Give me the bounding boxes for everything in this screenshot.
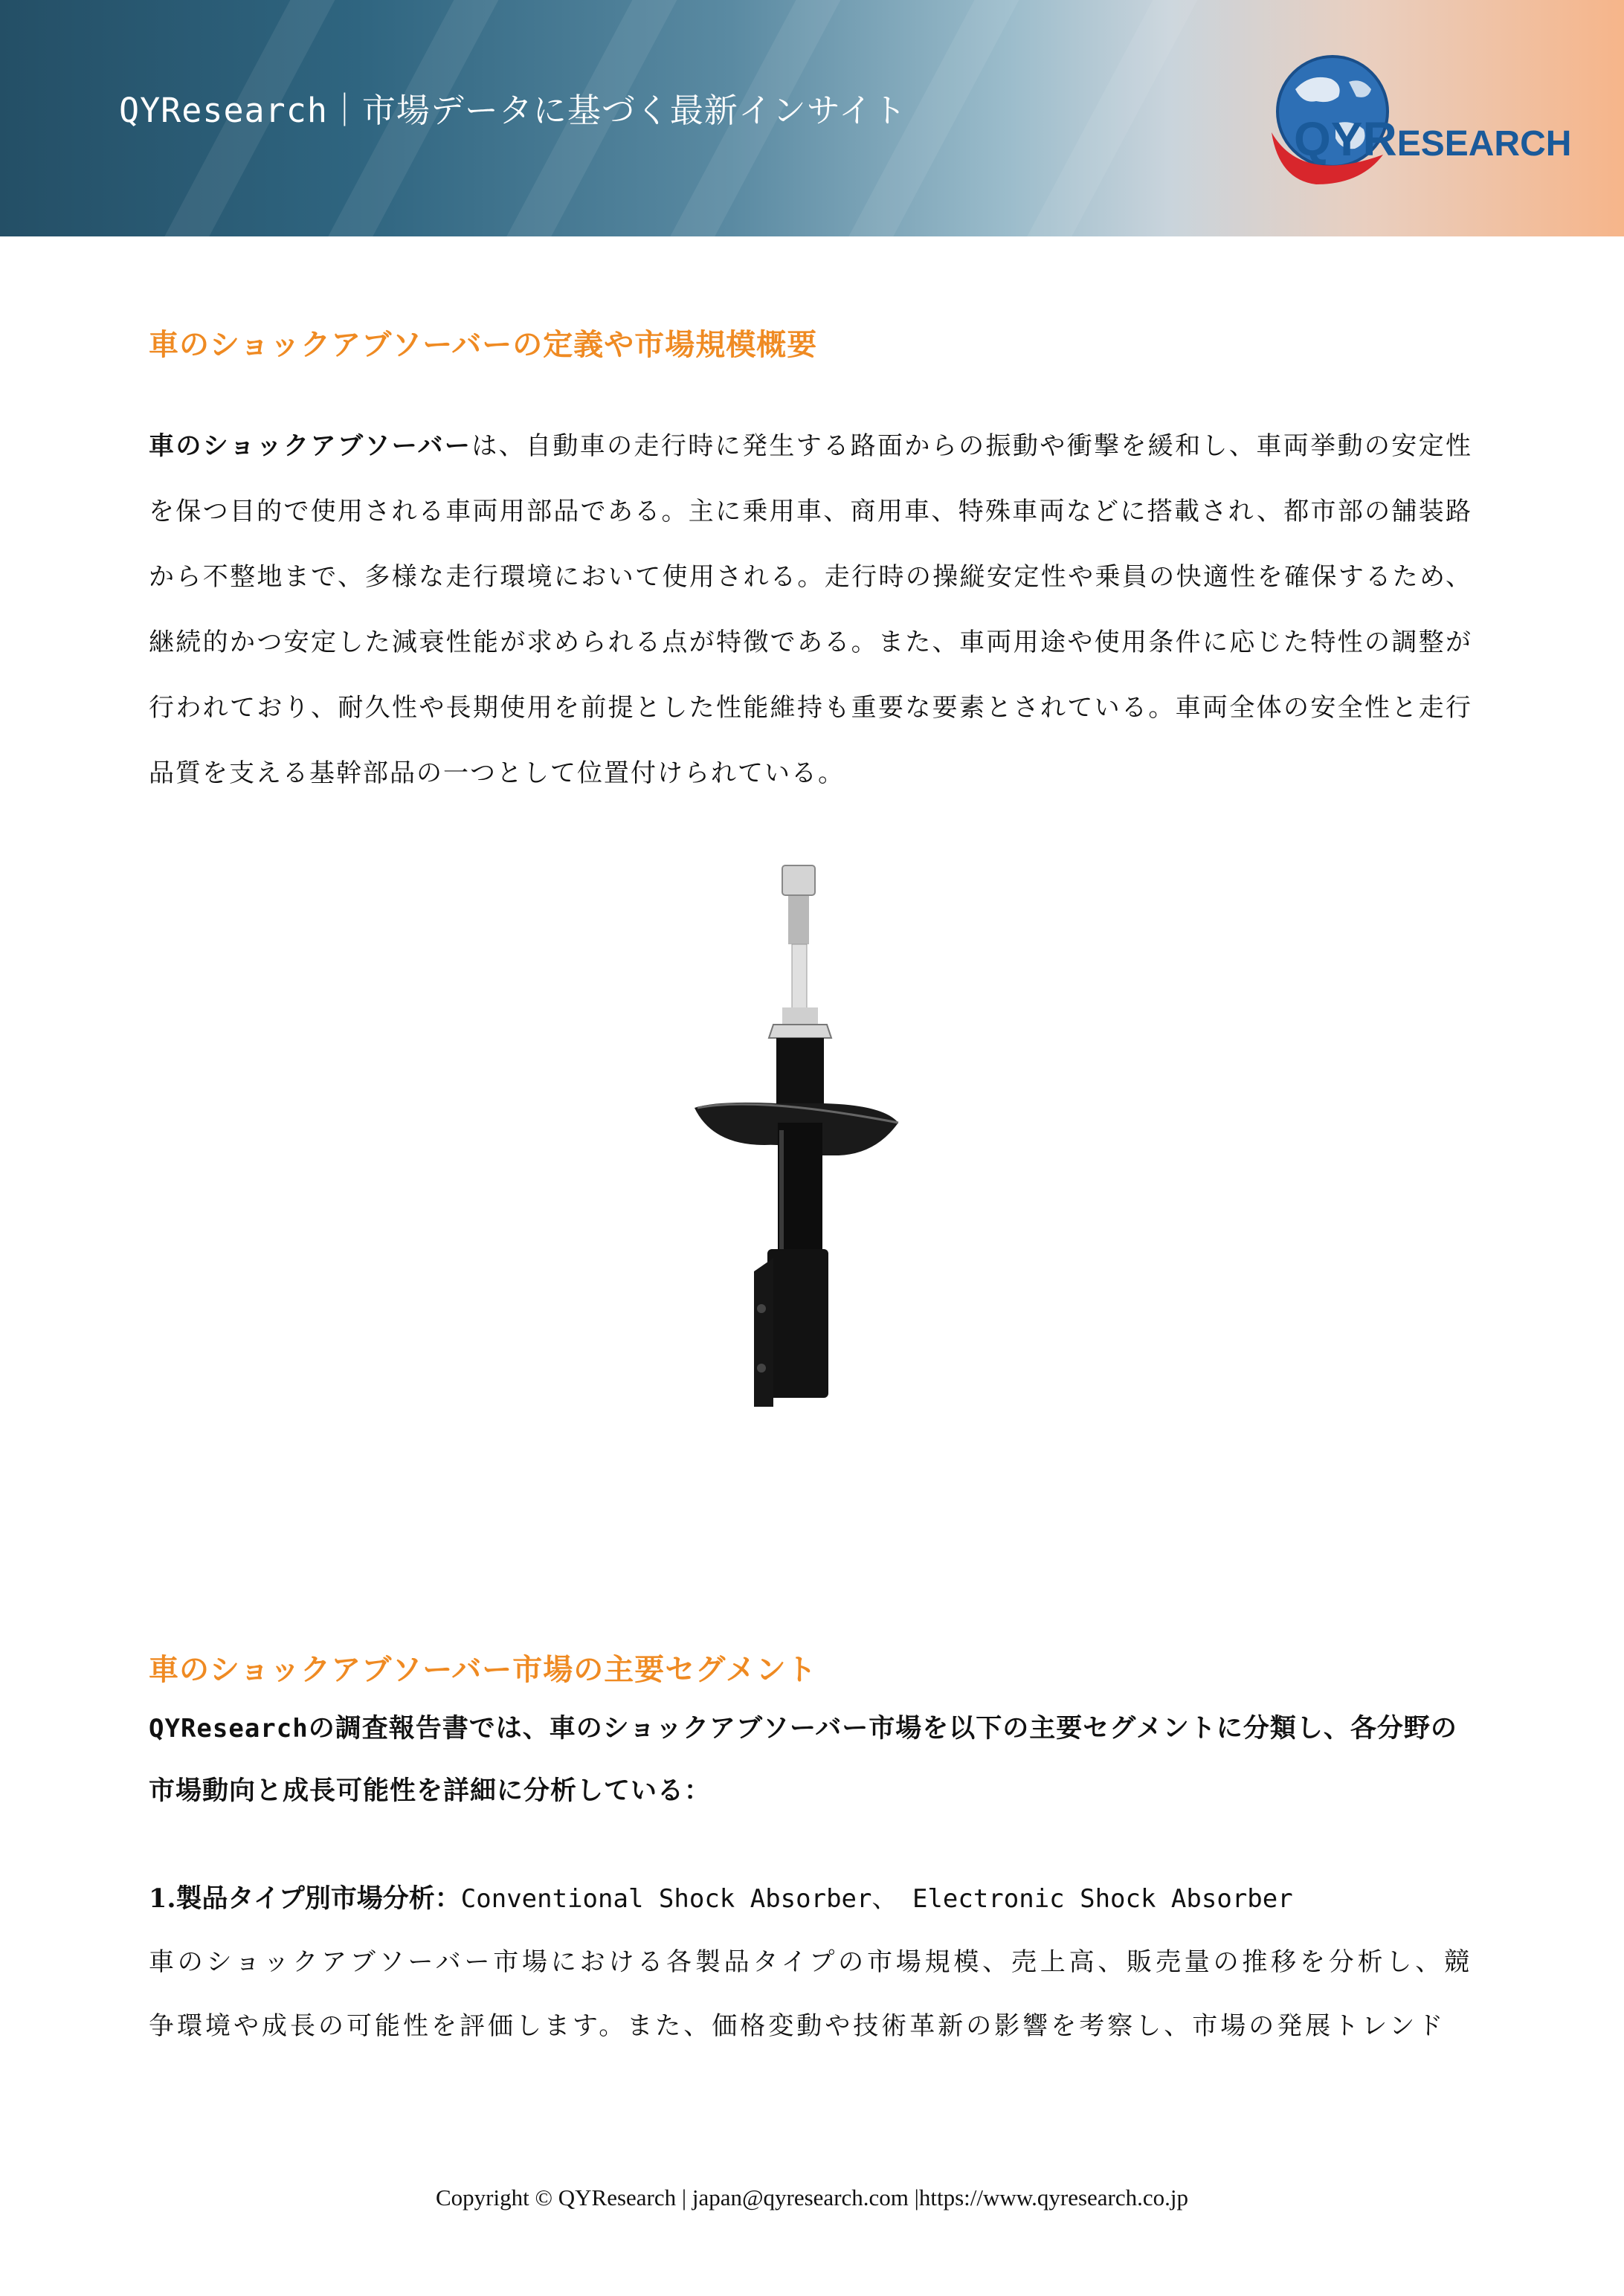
section1-lead: 車のショックアブソーバー: [149, 431, 472, 461]
section2-intro-brand: QYResearch: [149, 1714, 309, 1744]
section1-heading: 車のショックアブソーバーの定義や市場規模概要: [149, 327, 818, 362]
segment1-items: Conventional Shock Absorber、 Electronic Shock Absorber: [460, 1884, 1293, 1914]
segment1-body: 車のショックアブソーバー市場における各製品タイプの市場規模、売上高、販売量の推移を分析し、競争環境や成長の可能性を評価します。また、価格変動や技術革新の影響を考察し、市場の発展トレンド: [149, 1947, 1472, 2041]
header-title: QYResearch｜市場データに基づく最新インサイト: [119, 91, 907, 130]
section2-intro: [149, 1697, 1472, 1822]
segment1-line: [149, 1878, 1293, 1915]
segment1-label: 1.製品タイプ別市場分析：: [149, 1883, 461, 1914]
shock-absorber-image: [684, 855, 907, 1435]
page-header: [0, 0, 1624, 236]
page-footer: Copyright © QYResearch | japan@qyresearch.com |https://www.qyresearch.co.jp: [435, 2184, 1188, 2210]
section2-heading: 車のショックアブソーバー市場の主要セグメント: [149, 1652, 817, 1687]
section1-body: は、自動車の走行時に発生する路面からの振動や衝撃を緩和し、車両挙動の安定性を保つ目的で使用される車両用部品である。主に乗用車、商用車、特殊車両などに搭載され、都市部の舗装路から不整地まで、多様な走行環境において使用される。走行時の操縦安定性や乗員の快適性を確保するため、継続的かつ安定した減衰性能が求められる点が特徴である。また、車両用途や使用条件に応じた特性の調整が行われており、耐久性や長期使用を前提とした性能維持も重要な要素とされている。車両全体の安全性と走行品質を支える基幹部品の一つとして位置付けられている。: [149, 431, 1472, 788]
section1-paragraph: [149, 413, 1472, 806]
section2-intro-text: の調査報告書では、車のショックアブソーバー市場を以下の主要セグメントに分類し、各分野の市場動向と成長可能性を詳細に分析している：: [149, 1713, 1457, 1806]
logo-wordmark: QYRESEARCH: [1294, 112, 1572, 166]
